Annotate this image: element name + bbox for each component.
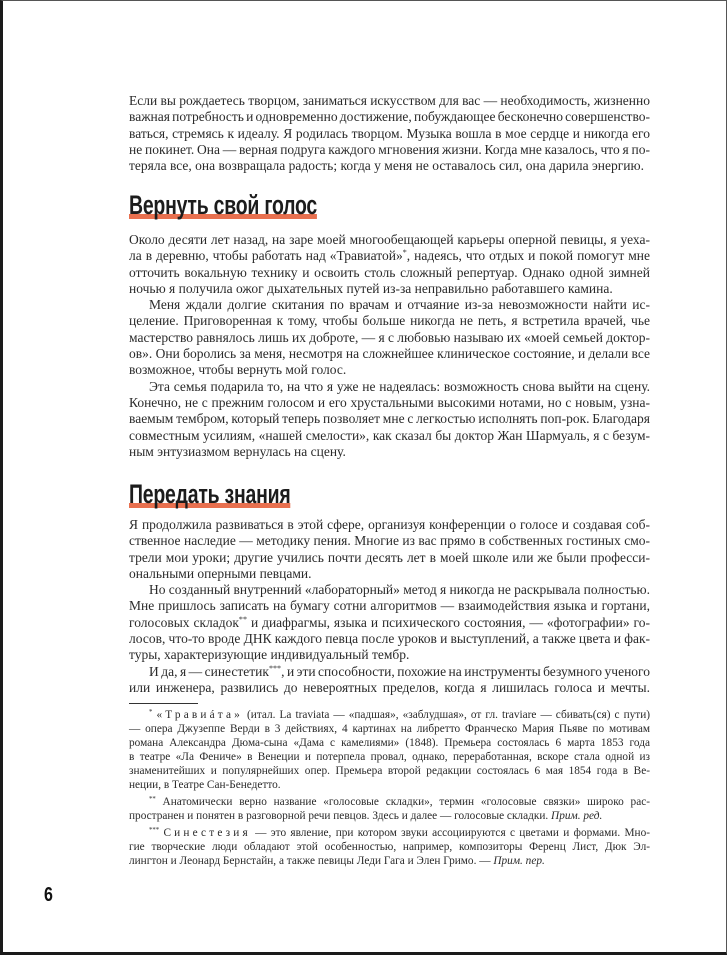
text-run: возможное, чтобы вернуть мой голос. xyxy=(129,362,347,378)
text-run: , надеясь, что отдых и покой помогут мне xyxy=(406,248,650,264)
text-run: ным энтузиазмом вернулась на сцену. xyxy=(129,443,346,459)
text-run: — опера Джузеппе Верди в 3 действиях, 4 картинах на либретто Франческо Мария Пьяве по мотивам xyxy=(129,723,650,735)
text-line xyxy=(129,411,650,427)
text-run: ла в деревню, чтобы работать над «Травиатой» xyxy=(129,248,403,264)
text-run: Я продолжила развиваться в этой сфере, организуя конференции о голосе и создавая соб- xyxy=(129,517,650,532)
text-line xyxy=(129,550,650,566)
text-line xyxy=(129,533,650,549)
text-line xyxy=(129,362,650,378)
editor-note: Прим. ред. xyxy=(551,810,603,822)
text-run: теряла все, она возвращала радость; когда у меня не оставалось сил, она дарила энергию. xyxy=(129,158,644,174)
paragraph xyxy=(129,297,650,378)
text-line xyxy=(129,826,650,840)
text-run: Эта семья подарила то, на что я уже не надеялась: возможность снова выйти на сцену. xyxy=(149,378,650,394)
text-run: И да, я — синестетик xyxy=(149,663,269,679)
text-line xyxy=(129,265,650,281)
text-line xyxy=(129,664,650,680)
text-line xyxy=(129,330,650,346)
text-run: и диафрагмы, языка и психического состояния, — «фотографии» го- xyxy=(247,614,650,630)
text-line xyxy=(129,428,650,444)
text-run: ночью я получила ожог дыхательных путей из-за неправильно работавшего камина. xyxy=(129,280,613,296)
footnote-marker: * xyxy=(149,708,153,716)
text-run: Мне пришлось записать на бумагу сотни алгоритмов — взаимодействия языка и гортани, xyxy=(129,598,650,614)
text-run: в театре «Ла Фениче» в Венеции и потерпела провал, однако, переработанная, вскоре стала одной из xyxy=(129,751,650,763)
text-line xyxy=(129,598,650,614)
text-line xyxy=(129,631,650,647)
footnote-marker: ** xyxy=(149,795,156,803)
text-line xyxy=(129,109,650,125)
text-line xyxy=(129,517,650,533)
text-run: лосов, что-то вроде ДНК каждого певца после уроков и выступлений, а также цвета и фак- xyxy=(129,631,650,647)
text-run: голосовых складок xyxy=(129,614,239,630)
page-number: 6 xyxy=(44,884,53,906)
text-line xyxy=(129,158,650,174)
text-line xyxy=(129,566,650,582)
text-line xyxy=(129,582,650,598)
text-line xyxy=(129,840,650,854)
section2-body xyxy=(129,517,650,696)
text-run: трели мои уроки; другие учились почти десять лет в моей школе или же были професси- xyxy=(129,549,650,565)
text-run: Но созданный внутренний «лабораторный» метод я никогда не раскрывала полностью. xyxy=(149,582,650,598)
text-line xyxy=(129,379,650,395)
text-run: ваемым тембром, который теперь позволяет мне с легкостью исполнять поп-рок. Благодаря xyxy=(129,411,650,427)
text-line xyxy=(129,297,650,313)
text-run: мастерство равнялось лишь их доброте, — я с любовью называю их «моей семьей доктор- xyxy=(129,329,650,345)
paragraph xyxy=(129,379,650,460)
text-line xyxy=(129,248,650,264)
text-run: Меня ждали долгие скитания по врачам и отчаяние из-за невозможности найти ис- xyxy=(149,297,650,313)
text-line xyxy=(129,281,650,297)
text-run: пространен и понятен в разговорной речи певцов. Здесь и далее — голосовые складки. xyxy=(129,810,552,822)
text-run: , и эти способности, похожие на инструменты безумного ученого xyxy=(281,663,650,679)
spaced-term: «Травиáта» xyxy=(156,709,243,721)
footnote-marker: *** xyxy=(149,826,160,834)
heading-text: Вернуть свой голос xyxy=(129,190,317,220)
text-run: совместным усилиям, «нашей смелости», как сказал бы доктор Жан Шармуаль, я с безум- xyxy=(129,427,650,443)
text-run: ственное наследие — методику пения. Многие из вас прямо в собственных гостиных смо- xyxy=(129,533,650,549)
text-line xyxy=(129,93,650,109)
paragraph xyxy=(129,795,650,823)
text-line xyxy=(129,854,650,868)
text-run: Около десяти лет назад, на заре моей многообещающей карьеры оперной певицы, я уеха- xyxy=(129,232,650,247)
text-run: гие творческие люди обладают этой особенностью, например, композиторы Ференц Лист, Дюк Эл- xyxy=(129,841,650,853)
section1-body xyxy=(129,232,650,460)
text-run: ваться, стремясь к идеалу. Я родилась творцом. Музыка вошла в мое сердце и никогда его xyxy=(129,125,650,141)
paragraph xyxy=(129,582,650,663)
text-run: романа Александра Дюма-сына «Дама с камелиями» (1848). Премьера состоялась 6 марта 1853 года xyxy=(129,737,650,749)
text-run: или инженера, развились до невероятных пределов, когда я лишилась голоса и мечты. xyxy=(129,679,650,695)
text-run: туры, характеризующие индивидуальный тембр. xyxy=(129,647,410,663)
text-line xyxy=(129,736,650,750)
text-run: не покинет. Она — верная подруга каждого мгновения жизни. Когда мне казалось, что я по- xyxy=(129,141,650,157)
text-run: целение. Приговоренная к тому, чтобы больше никогда не петь, я встретила врачей, чье xyxy=(129,313,650,329)
text-line xyxy=(129,444,650,460)
paragraph xyxy=(129,826,650,868)
editor-note: Прим. пер. xyxy=(493,855,545,867)
footnote-marker: * xyxy=(402,248,407,258)
text-line xyxy=(129,142,650,158)
text-line xyxy=(129,778,650,792)
text-line xyxy=(129,126,650,142)
text-run: Анатомически верно название «голосовые складки», термин «голосовые связки» широко рас- xyxy=(155,796,650,808)
paragraph xyxy=(129,517,650,582)
spaced-term: Синестезия xyxy=(163,827,251,839)
section-heading-pass-knowledge xyxy=(129,479,291,509)
text-run: лингтон и Леонард Бернстайн, а также певицы Леди Гага и Элен Гримо. — xyxy=(129,855,494,867)
section-heading-return-voice xyxy=(129,190,317,220)
text-line xyxy=(129,750,650,764)
text-line xyxy=(129,809,650,823)
text-run: отточить вокальную технику и освоить столь сложный репертуар. Однако одной зимней xyxy=(129,264,650,280)
text-run: Если вы рождаетесь творцом, заниматься искусством для вас — необходимость, жизненно xyxy=(129,93,650,108)
footnote-marker: *** xyxy=(268,663,282,673)
text-line xyxy=(129,232,650,248)
text-run: ональными оперными певцами. xyxy=(129,565,312,581)
text-line xyxy=(129,708,650,722)
paragraph xyxy=(129,664,650,697)
heading-text: Передать знания xyxy=(129,479,291,509)
footnote-marker: ** xyxy=(238,614,248,624)
text-run: Конечно, не с прежним голосом и его хрустальными высокими нотами, но с новым, узна- xyxy=(129,394,650,410)
text-line xyxy=(129,313,650,329)
text-line xyxy=(129,615,650,631)
text-line xyxy=(129,764,650,778)
text-run: — это явление, при котором звуки ассоциируются с цветами и формами. Мно- xyxy=(250,827,650,839)
text-run: знаменитейших и популярнейших опер. Премьера второй редакции состоялась 6 мая 1854 года в Ве- xyxy=(129,765,650,777)
paragraph xyxy=(129,708,650,792)
paragraph xyxy=(129,93,650,174)
text-run: ов». Они боролись за меня, несмотря на сложнейшее клиническое состояние, и делали все xyxy=(129,346,650,362)
text-line xyxy=(129,346,650,362)
text-run: неции, в Театре Сан-Бенедетто. xyxy=(129,779,281,791)
text-line xyxy=(129,647,650,663)
text-line xyxy=(129,395,650,411)
footnotes xyxy=(129,708,650,868)
text-line xyxy=(129,680,650,696)
paragraph xyxy=(129,232,650,297)
footnote-separator xyxy=(129,703,198,704)
text-run: важная потребность и одновременно достижение, побуждающее бесконечно совершенство- xyxy=(129,109,650,125)
text-line xyxy=(129,795,650,809)
text-line xyxy=(129,722,650,736)
text-run: (итал. La traviata — «падшая», «заблудшая», от гл. traviare — сбивать(ся) с пути) xyxy=(243,709,651,721)
intro-paragraph xyxy=(129,93,650,174)
